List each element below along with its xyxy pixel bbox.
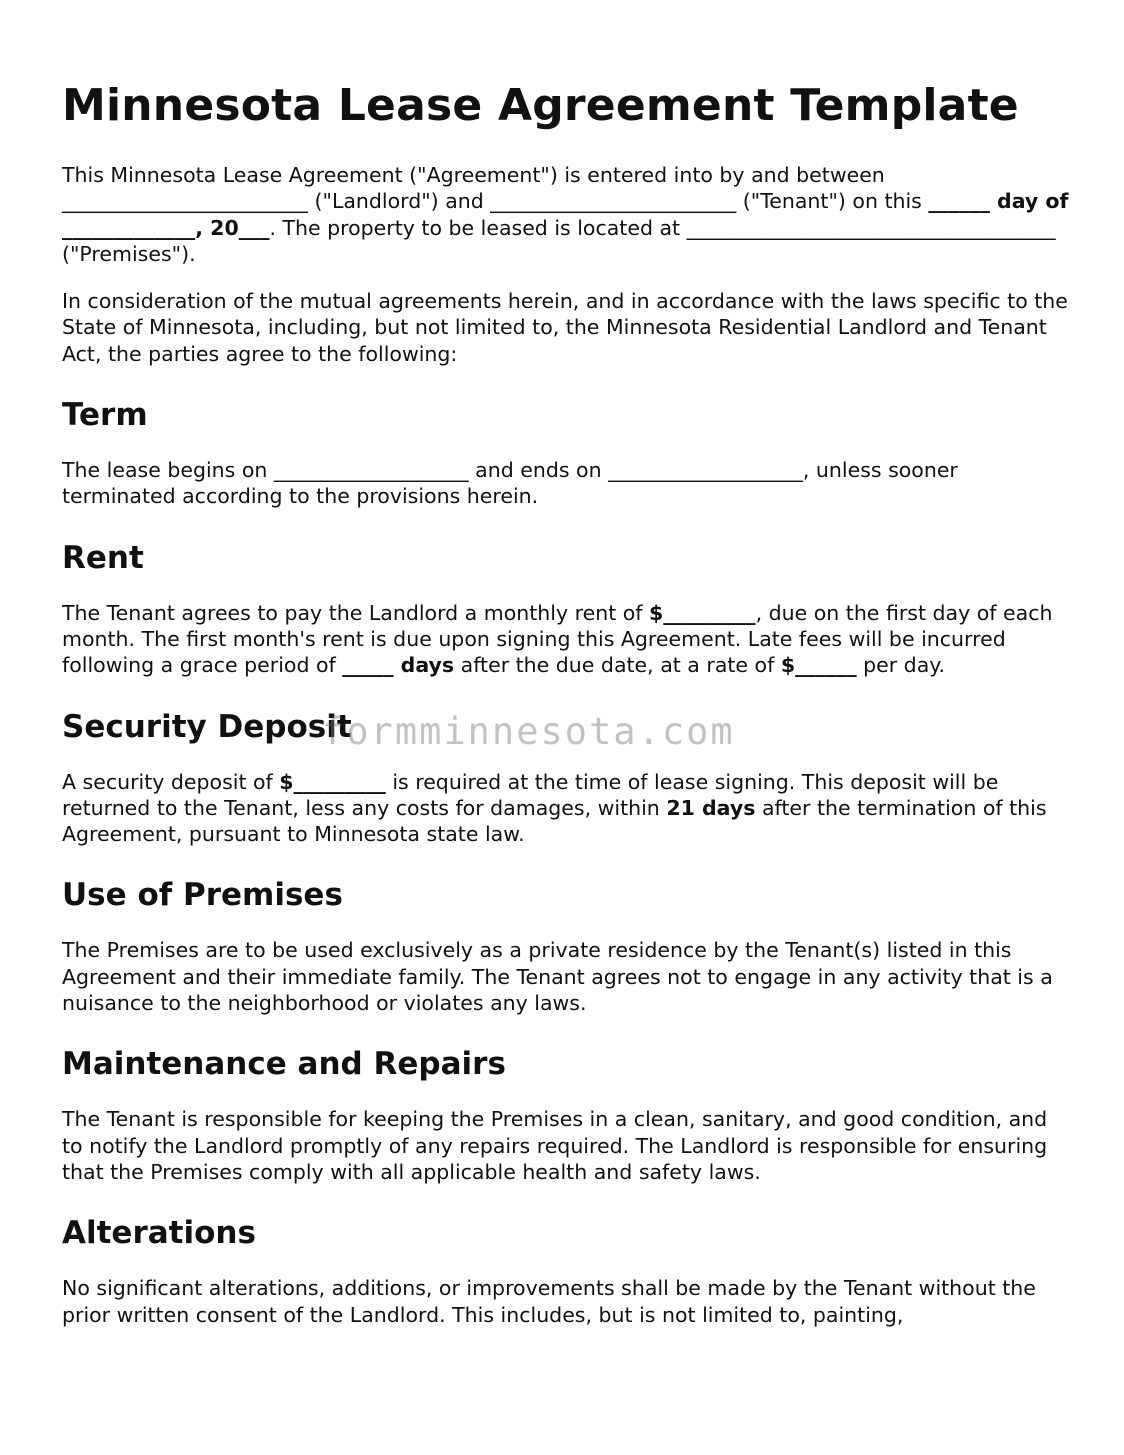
alterations-heading: Alterations <box>62 1215 256 1252</box>
deposit-paragraph <box>62 769 1072 848</box>
rent-paragraph <box>62 600 1072 679</box>
grace-period-blank: _____ days <box>342 653 455 678</box>
deposit-heading: Security Deposit <box>62 708 352 745</box>
intro-date-blank: ______ day of _____________, 20___ <box>62 189 1069 240</box>
watermark: formminnesota.com <box>322 710 735 753</box>
maintenance-paragraph: The Tenant is responsible for keeping the Premises in a clean, sanitary, and good condition, and to notify the Landlord promptly of any repairs required. The Landlord is responsible for ensuring that the Premises comply with all applicable health and safety laws. <box>62 1107 1048 1184</box>
deposit-return-days: 21 days <box>666 795 756 820</box>
deposit-text-3: after the termination of this Agreement, pursuant to Minnesota state law. <box>62 795 1047 847</box>
use-paragraph: The Premises are to be used exclusively as a private residence by the Tenant(s) listed in this Agreement and their immediate family. The Tenant agrees not to engage in any activity that is a nuisance to the neighborhood or violates any laws. <box>62 938 1053 1016</box>
intro-text-a: This Minnesota Lease Agreement ("Agreement") is entered into by and between <box>62 163 885 187</box>
deposit-amount-blank: $_________ <box>279 769 386 794</box>
intro-paragraph <box>62 162 1072 267</box>
rent-text-2: , due on the first day of each month. The first month's rent is due upon signing this Agreement. Late fees will be incurred following a grace period of <box>62 600 1053 678</box>
use-heading: Use of Premises <box>62 877 343 914</box>
rent-text-4: per day. <box>856 653 945 678</box>
intro-text-b: ________________________ ("Landlord") and ________________________ ("Tenant") on this <box>62 189 929 214</box>
maintenance-heading: Maintenance and Repairs <box>62 1046 506 1083</box>
term-heading: Term <box>62 397 148 434</box>
intro-text-d: . The property to be leased is located at ____________________________________ ("Premises"). <box>62 215 1056 266</box>
rent-heading: Rent <box>62 539 144 576</box>
rent-text-1: The Tenant agrees to pay the Landlord a monthly rent of <box>62 600 650 625</box>
rent-amount-blank: $_________ <box>649 600 756 625</box>
rent-text-3: after the due date, at a rate of <box>454 653 781 678</box>
consideration-paragraph: In consideration of the mutual agreements herein, and in accordance with the laws specific to the State of Minnesota, including, but not limited to, the Minnesota Residential Landlord and Tenant Act, the parties agree to the following: <box>62 289 1068 366</box>
late-fee-blank: $______ <box>780 653 857 678</box>
alterations-paragraph: No significant alterations, additions, or improvements shall be made by the Tenant without the prior written consent of the Landlord. This includes, but is not limited to, painting, <box>62 1276 1036 1327</box>
document-title: Minnesota Lease Agreement Template <box>62 80 1019 131</box>
term-paragraph: The lease begins on ___________________ and ends on ___________________, unless sooner terminated according to the provisions herein. <box>62 458 958 509</box>
deposit-text-1: A security deposit of <box>62 769 280 794</box>
deposit-text-2: is required at the time of lease signing. This deposit will be returned to the Tenant, less any costs for damages, within <box>62 769 999 820</box>
